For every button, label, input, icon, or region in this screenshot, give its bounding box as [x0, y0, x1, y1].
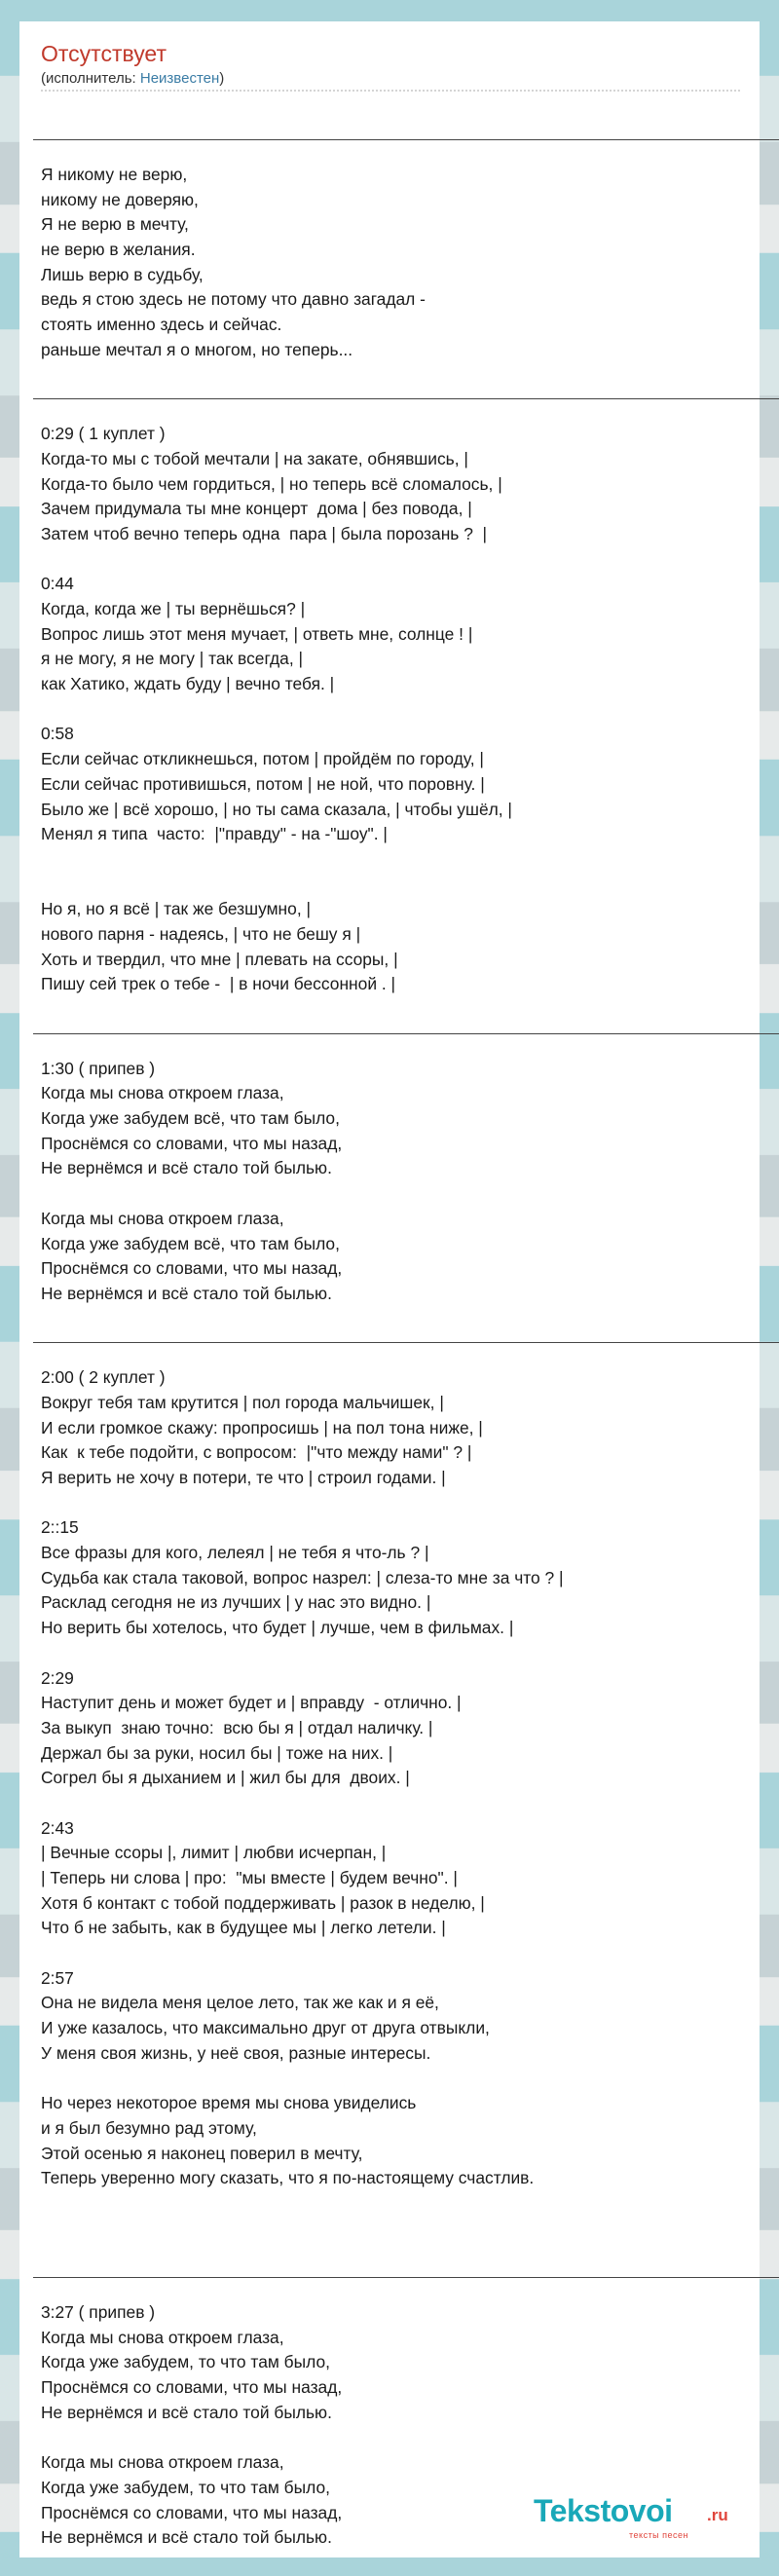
- lyric-line: 0:44: [41, 574, 74, 594]
- lyric-line: Все фразы для кого, лелеял | не тебя я что-ль ? |: [41, 1543, 429, 1563]
- blank-line: [41, 2217, 771, 2242]
- blank-line: [41, 847, 771, 873]
- lyric-line: Но через некоторое время мы снова увиделись: [41, 2093, 417, 2113]
- lyric-line: Было же | всё хорошо, | но ты сама сказала, | чтобы ушёл, |: [41, 799, 512, 819]
- blank-line: [41, 1181, 771, 1207]
- lyric-line: Когда уже забудем всё, что там было,: [41, 1108, 340, 1129]
- section-separator: [33, 398, 779, 422]
- logo-tagline: тексты песен: [629, 2530, 689, 2540]
- lyric-line: Вокруг тебя там крутится | пол города мальчишек, |: [41, 1392, 444, 1412]
- section-separator: [33, 2277, 779, 2300]
- lyric-line: Она не видела меня целое лето, так же как и я её,: [41, 1993, 439, 2013]
- artist-line: [41, 70, 224, 87]
- blank-line: [41, 2067, 771, 2092]
- section-gap: [41, 1307, 771, 1332]
- lyric-line: Держал бы за руки, носил бы | тоже на них. |: [41, 1742, 393, 1763]
- lyric-line: Когда-то было чем гордиться, | но теперь всё сломалось, |: [41, 473, 502, 494]
- lyric-line: Когда, когда же | ты вернёшься? |: [41, 599, 306, 618]
- lyric-line: 2:29: [41, 1667, 74, 1688]
- blank-line: [41, 697, 771, 723]
- lyric-line: 2:57: [41, 1967, 74, 1988]
- lyric-line: нового парня - надеясь, | что не бешу я |: [41, 923, 361, 944]
- section-separator: [33, 1033, 779, 1057]
- lyric-line: Не вернёмся и всё стало той былью.: [41, 1283, 332, 1303]
- lyric-line: 2::15: [41, 1517, 79, 1538]
- lyric-line: Не вернёмся и всё стало той былью.: [41, 1158, 332, 1178]
- blank-line: [41, 2425, 771, 2450]
- lyric-line: Проснёмся со словами, что мы назад,: [41, 1258, 343, 1279]
- lyric-line: Зачем придумала ты мне концерт дома | без повода, |: [41, 499, 472, 519]
- lyric-line: Судьба как стала таковой, вопрос назрел: | слеза-то мне за что ? |: [41, 1567, 564, 1587]
- lyric-line: Лишь верю в судьбу,: [41, 264, 204, 284]
- lyric-line: 0:58: [41, 724, 74, 744]
- blank-line: [41, 1791, 771, 1816]
- section-separator: [33, 139, 779, 163]
- lyric-line: ведь я стою здесь не потому что давно загадал -: [41, 289, 426, 310]
- lyric-line: Расклад сегодня не из лучших | у нас это видно. |: [41, 1592, 431, 1613]
- lyric-line: | Теперь ни слова | про: "мы вместе | будем вечно". |: [41, 1868, 458, 1887]
- lyric-line: Менял я типа часто: |"правду" - на -"шоу". |: [41, 824, 388, 844]
- lyric-line: Наступит день и может будет и | вправду - отлично. |: [41, 1693, 462, 1713]
- lyrics-body: [41, 129, 771, 2576]
- lyric-line: Затем чтоб вечно теперь одна пара | была порозань ? |: [41, 523, 488, 543]
- lyric-line: Я верить не хочу в потери, те что | строил годами. |: [41, 1468, 446, 1487]
- lyric-line: раньше мечтал я о многом, но теперь...: [41, 339, 353, 359]
- section-gap: [41, 363, 771, 389]
- lyric-line: и я был безумно рад этому,: [41, 2117, 257, 2138]
- lyric-line: Когда уже забудем, то что там было,: [41, 2352, 330, 2372]
- section-gap: [41, 997, 771, 1023]
- lyric-line: Но я, но я всё | так же безшумно, |: [41, 899, 312, 919]
- lyric-line: я не могу, я не могу | так всегда, |: [41, 649, 304, 669]
- lyric-line: Пишу сей трек о тебе - | в ночи бессонной . |: [41, 974, 396, 994]
- lyric-line: Не вернёмся и всё стало той былью.: [41, 2527, 332, 2548]
- lyric-line: 2:43: [41, 1817, 74, 1838]
- artist-link[interactable]: Неизвестен: [139, 70, 220, 87]
- lyric-line: Проснёмся со словами, что мы назад,: [41, 2377, 343, 2398]
- lyric-line: Я никому не верю,: [41, 165, 188, 184]
- lyric-line: И если громкое скажу: пропросишь | на пол тона ниже, |: [41, 1417, 483, 1437]
- lyric-line: никому не доверяю,: [41, 189, 199, 209]
- lyric-line: 0:29 ( 1 куплет ): [41, 424, 166, 444]
- lyric-line: стоять именно здесь и сейчас.: [41, 315, 282, 335]
- section-gap: [41, 2551, 771, 2576]
- artist-suffix: ): [219, 70, 225, 87]
- lyric-line: Но верить бы хотелось, что будет | лучше, чем в фильмах. |: [41, 1618, 514, 1638]
- lyric-line: Когда-то мы с тобой мечтали | на закате, обнявшись, |: [41, 448, 468, 468]
- lyric-line: 3:27 ( припев ): [41, 2302, 156, 2322]
- blank-line: [41, 1641, 771, 1666]
- section-separator: [33, 1342, 779, 1365]
- song-title: Отсутствует: [41, 41, 167, 66]
- lyric-line: | Вечные ссоры |, лимит | любви исчерпан, |: [41, 1843, 387, 1863]
- artist-prefix: (исполнитель:: [41, 70, 140, 87]
- lyric-line: Теперь уверенно могу сказать, что я по-настоящему счастлив.: [41, 2168, 535, 2188]
- lyric-line: Я не верю в мечту,: [41, 214, 189, 235]
- blank-line: [41, 873, 771, 898]
- lyric-line: Вопрос лишь этот меня мучает, | ответь мне, солнце ! |: [41, 623, 473, 644]
- logo-text: Tekstovoi: [534, 2493, 673, 2528]
- site-logo[interactable]: [534, 2493, 738, 2538]
- blank-line: [41, 2191, 771, 2217]
- lyric-line: Проснёмся со словами, что мы назад,: [41, 2502, 343, 2522]
- blank-line: [41, 1491, 771, 1516]
- lyric-line: Когда уже забудем всё, что там было,: [41, 1233, 340, 1253]
- dotted-divider: [41, 90, 740, 92]
- lyric-line: Как к тебе подойти, с вопросом: |"что между нами" ? |: [41, 1442, 472, 1463]
- lyric-line: Когда уже забудем, то что там было,: [41, 2477, 330, 2497]
- lyric-line: Когда мы снова откроем глаза,: [41, 1208, 284, 1228]
- blank-line: [41, 1941, 771, 1966]
- lyric-line: не верю в желания.: [41, 240, 196, 260]
- lyric-line: Когда мы снова откроем глаза,: [41, 2327, 284, 2347]
- lyric-line: Этой осенью я наконец поверил в мечту,: [41, 2143, 363, 2163]
- lyric-line: Что б не забыть, как в будущее мы | легко летели. |: [41, 1918, 446, 1938]
- lyric-line: У меня своя жизнь, у неё своя, разные интересы.: [41, 2042, 431, 2063]
- lyric-line: Если сейчас противишься, потом | не ной, что поровну. |: [41, 773, 485, 794]
- lyric-line: Если сейчас откликнешься, потом | пройдём по городу, |: [41, 749, 484, 769]
- logo-tld: .ru: [707, 2506, 728, 2524]
- lyric-line: И уже казалось, что максимально друг от друга отвыкли,: [41, 2018, 490, 2038]
- section-gap: [41, 2241, 771, 2266]
- lyric-line: Хоть и твердил, что мне | плевать на ссоры, |: [41, 949, 398, 969]
- lyric-line: Не вернёмся и всё стало той былью.: [41, 2402, 332, 2422]
- lyric-line: Проснёмся со словами, что мы назад,: [41, 1133, 343, 1153]
- lyric-line: Хотя б контакт с тобой поддерживать | разок в неделю, |: [41, 1892, 485, 1913]
- lyric-line: как Хатико, ждать буду | вечно тебя. |: [41, 674, 335, 694]
- blank-line: [41, 547, 771, 573]
- lyric-line: 1:30 ( припев ): [41, 1058, 156, 1078]
- lyrics-card: [19, 21, 760, 2557]
- lyric-line: Когда мы снова откроем глаза,: [41, 2452, 284, 2473]
- lyric-line: 2:00 ( 2 куплет ): [41, 1367, 166, 1388]
- lyric-line: Когда мы снова откроем глаза,: [41, 1083, 284, 1103]
- lyric-line: За выкуп знаю точно: всю бы я | отдал наличку. |: [41, 1717, 433, 1737]
- lyric-line: Согрел бы я дыханием и | жил бы для двоих. |: [41, 1768, 410, 1788]
